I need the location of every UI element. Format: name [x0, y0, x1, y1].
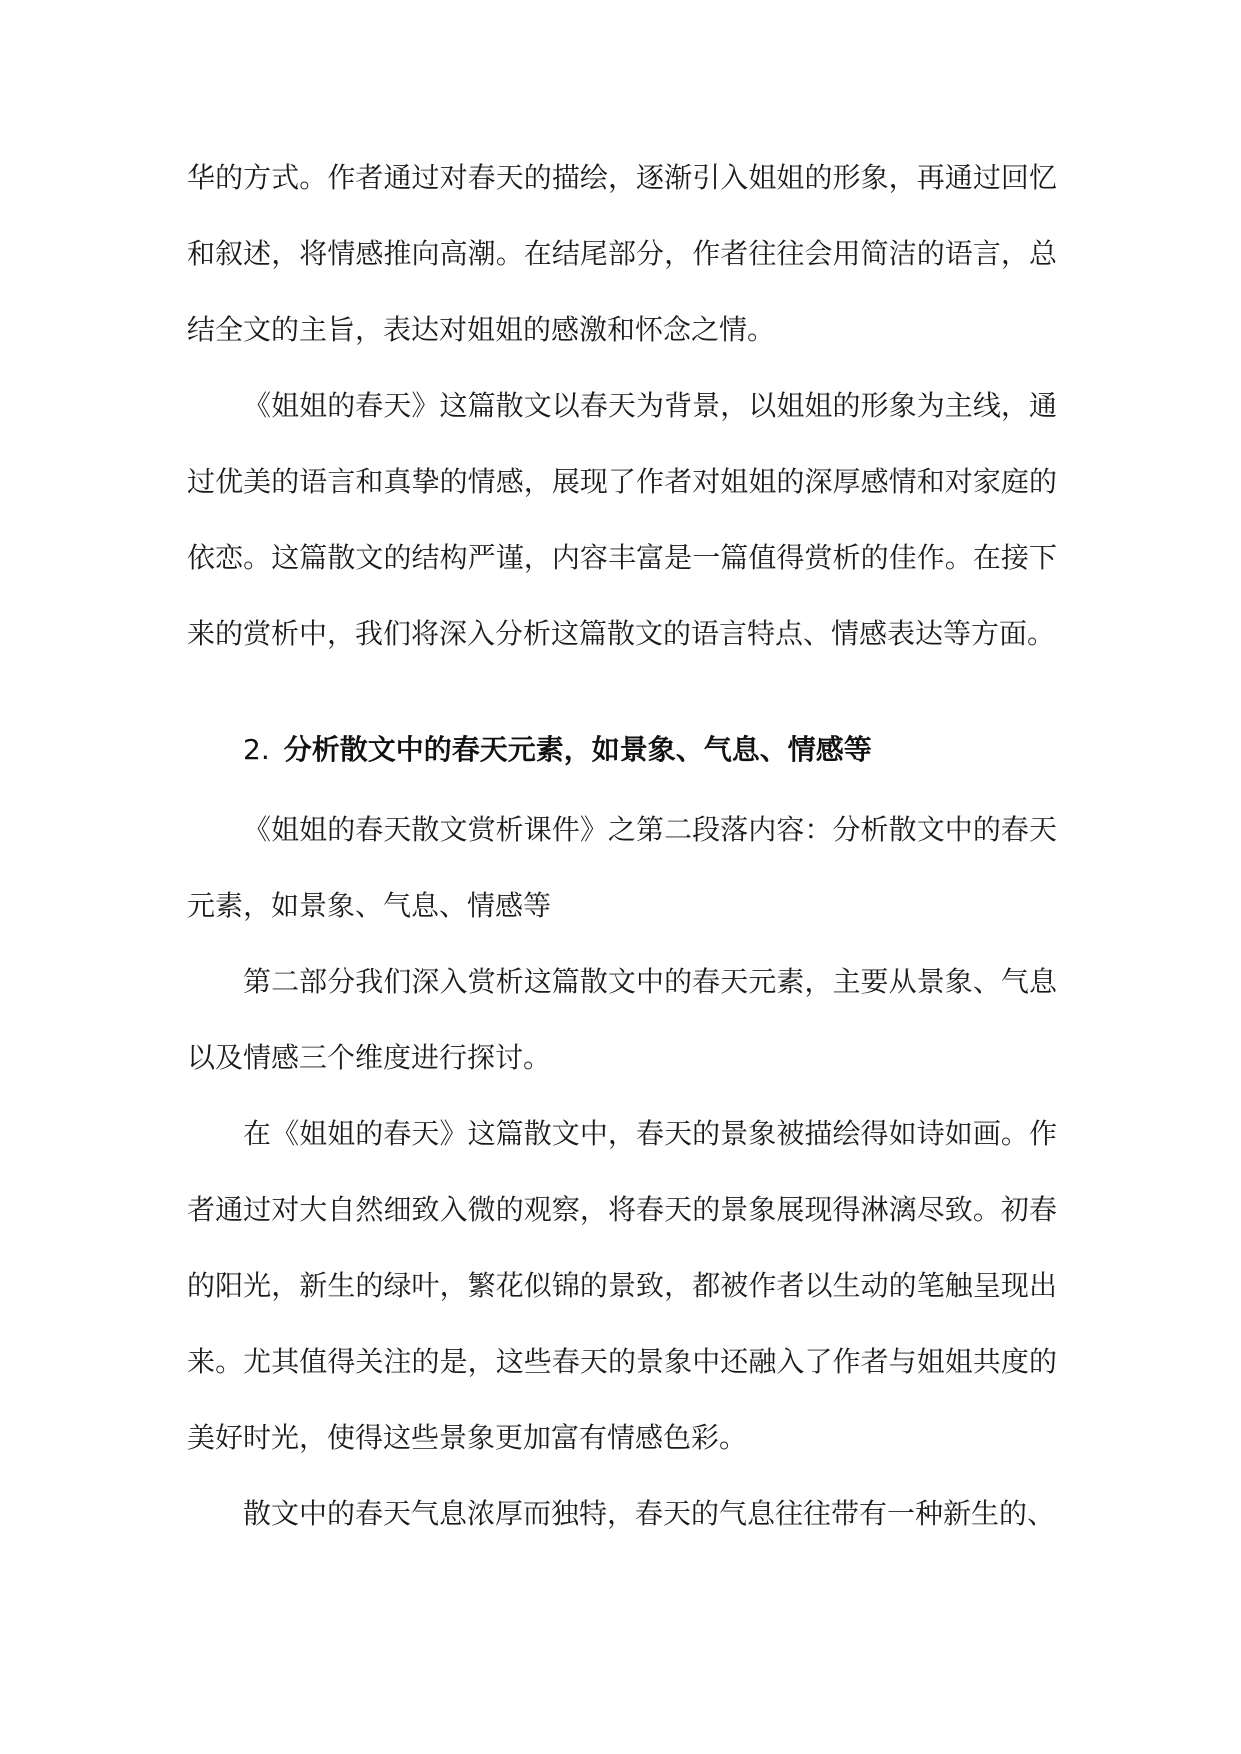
section-heading: [187, 712, 1057, 788]
document-body: [187, 140, 1057, 1552]
paragraph-5: 在《姐姐的春天》这篇散文中，春天的景象被描绘得如诗如画。作者通过对大自然细致入微的观察，将春天的景象展现得淋漓尽致。初春的阳光，新生的绿叶，繁花似锦的景致，都被作者以生动的笔触呈现出来。尤其值得关注的是，这些春天的景象中还融入了作者与姐姐共度的美好时光，使得这些景象更加富有情感色彩。: [187, 1117, 1057, 1454]
paragraph-3: 《姐姐的春天散文赏析课件》之第二段落内容：分析散文中的春天元素，如景象、气息、情感等: [187, 813, 1057, 922]
paragraph-4: 第二部分我们深入赏析这篇散文中的春天元素，主要从景象、气息以及情感三个维度进行探讨。: [187, 965, 1057, 1074]
section-title: 分析散文中的春天元素，如景象、气息、情感等: [283, 733, 872, 766]
paragraph-1: 华的方式。作者通过对春天的描绘，逐渐引入姐姐的形象，再通过回忆和叙述，将情感推向高潮。在结尾部分，作者往往会用简洁的语言，总结全文的主旨，表达对姐姐的感激和怀念之情。: [187, 161, 1057, 346]
paragraph-2: 《姐姐的春天》这篇散文以春天为背景，以姐姐的形象为主线，通过优美的语言和真挚的情感，展现了作者对姐姐的深厚感情和对家庭的依恋。这篇散文的结构严谨，内容丰富是一篇值得赏析的佳作。在接下来的赏析中，我们将深入分析这篇散文的语言特点、情感表达等方面。: [187, 389, 1057, 650]
paragraph-6: 散文中的春天气息浓厚而独特，春天的气息往往带有一种新生的、: [243, 1497, 1056, 1530]
section-number: 2.: [243, 733, 270, 766]
